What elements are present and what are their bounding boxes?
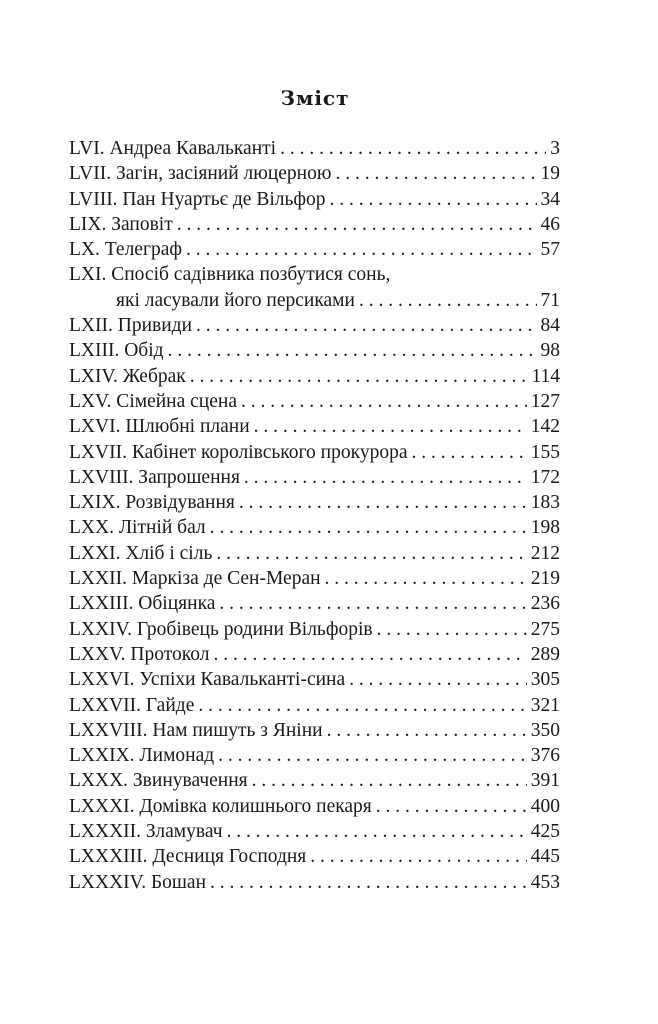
toc-entry: [69, 870, 560, 895]
dot-leader: [254, 414, 527, 439]
toc-entry-label: які ласували його персиками: [116, 289, 355, 311]
dot-leader: [190, 364, 528, 389]
toc-entry-label: LXVIII. Запрошення: [69, 466, 240, 488]
toc-entry-page: 275: [530, 618, 560, 640]
toc-entry: [69, 794, 560, 819]
toc-entry-label: LXXV. Протокол: [69, 643, 210, 665]
dot-leader: [325, 566, 527, 591]
dot-leader: [168, 338, 537, 363]
toc-entry-label: LXIX. Розвідування: [69, 492, 235, 514]
dot-leader: [359, 288, 537, 313]
dot-leader: [186, 237, 537, 262]
toc-entry-label: LXII. Привиди: [69, 315, 192, 337]
toc-entry-label: LXXXIV. Бошан: [69, 871, 207, 893]
dot-leader: [244, 465, 527, 490]
toc-entry-label: LXXI. Хліб і сіль: [69, 542, 213, 564]
toc-entry: [69, 389, 560, 414]
dot-leader: [216, 541, 526, 566]
page-title: Зміст: [280, 86, 350, 110]
toc-entry-label: LX. Телеграф: [69, 239, 182, 261]
toc-entry-label: LIX. Заповіт: [69, 213, 173, 235]
toc-entry-label: LXXX. Звинувачення: [69, 770, 248, 792]
toc-entry: [69, 667, 560, 692]
toc-entry-label: LXXIV. Гробівець родини Вільфорів: [69, 618, 373, 640]
toc-entry: [69, 338, 560, 363]
toc-entry: [69, 693, 560, 718]
dot-leader: [280, 136, 546, 161]
toc-entry-page: 155: [530, 441, 560, 463]
toc-entry: [69, 844, 560, 869]
toc-entry-page: 391: [530, 770, 560, 792]
toc-entry-label: LVIII. Пан Нуартьє де Вільфор: [69, 188, 326, 210]
toc-entry-page: 376: [530, 745, 560, 767]
dot-leader: [376, 794, 527, 819]
toc-entry: [69, 490, 560, 515]
toc-entry-page: 453: [530, 871, 560, 893]
toc-entry-label: LXIII. Обід: [69, 340, 164, 362]
toc-entry-label: LXVII. Кабінет королівського прокурора: [69, 441, 408, 463]
toc-entry-label: LXXXI. Домівка колишнього пекаря: [69, 795, 372, 817]
toc-entry-page: 350: [530, 719, 560, 741]
toc-entry-label: LXV. Сімейна сцена: [69, 390, 237, 412]
dot-leader: [196, 313, 537, 338]
toc-entry: [69, 237, 560, 262]
toc-entry-label: LXXVII. Гайде: [69, 694, 195, 716]
toc-entry-label: LXXIII. Обіцянка: [69, 593, 216, 615]
toc-entry: [69, 364, 560, 389]
toc-entry-page: 127: [530, 390, 560, 412]
table-of-contents: [69, 136, 560, 895]
dot-leader: [241, 389, 527, 414]
toc-entry: [69, 212, 560, 237]
toc-entry-page: 400: [530, 795, 560, 817]
toc-entry: [69, 288, 560, 313]
toc-entry-page: 425: [530, 821, 560, 843]
dot-leader: [335, 161, 536, 186]
toc-entry: [69, 440, 560, 465]
toc-entry-label: LVI. Андреа Кавальканті: [69, 138, 277, 159]
toc-entry-page: 321: [530, 694, 560, 716]
toc-entry-page: 219: [530, 568, 560, 590]
toc-entry: [69, 541, 560, 566]
dot-leader: [377, 617, 527, 642]
toc-entry: [69, 161, 560, 186]
toc-entry-label: LVII. Загін, засіяний люцерною: [69, 163, 332, 185]
dot-leader: [349, 667, 527, 692]
toc-entry-page: 114: [531, 365, 560, 387]
toc-entry-page: 212: [530, 542, 560, 564]
dot-leader: [219, 591, 526, 616]
dot-leader: [210, 515, 527, 540]
dot-leader: [252, 768, 527, 793]
toc-entry: [69, 414, 560, 439]
toc-entry-label: LXXXII. Зламувач: [69, 821, 223, 843]
toc-entry: [69, 617, 560, 642]
toc-entry-page: 3: [550, 138, 560, 159]
toc-entry-page: 236: [530, 593, 560, 615]
dot-leader: [327, 718, 527, 743]
toc-entry-page: 57: [540, 239, 560, 261]
toc-entry-page: 289: [530, 643, 560, 665]
toc-entry-page: 305: [530, 669, 560, 691]
dot-leader: [218, 743, 527, 768]
toc-entry-page: 445: [530, 846, 560, 868]
toc-entry-page: 34: [540, 188, 560, 210]
toc-entry: [69, 136, 560, 161]
toc-entry: [69, 515, 560, 540]
dot-leader: [177, 212, 537, 237]
dot-leader: [310, 844, 526, 869]
dot-leader: [330, 187, 537, 212]
toc-entry: [69, 768, 560, 793]
toc-entry: [69, 718, 560, 743]
dot-leader: [411, 440, 526, 465]
toc-entry: [69, 591, 560, 616]
toc-entry-label: LXXII. Маркіза де Сен-Меран: [69, 568, 321, 590]
dot-leader: [239, 490, 527, 515]
toc-entry-label: LXXVIII. Нам пишуть з Яніни: [69, 719, 323, 741]
dot-leader: [210, 870, 527, 895]
toc-entry-label: LXX. Літній бал: [69, 517, 206, 539]
toc-entry-page: 84: [540, 315, 560, 337]
toc-entry-page: 172: [530, 466, 560, 488]
dot-leader: [227, 819, 527, 844]
toc-entry: [69, 313, 560, 338]
toc-entry: [69, 642, 560, 667]
toc-entry-first-line: LXI. Спосіб садівника позбутися сонь,: [69, 264, 391, 286]
toc-entry-page: 71: [540, 289, 560, 311]
toc-entry: [69, 187, 560, 212]
toc-entry-label: LXXXIII. Десниця Господня: [69, 846, 307, 868]
toc-entry-page: 46: [540, 213, 560, 235]
toc-entry-page: 198: [530, 517, 560, 539]
toc-entry-label: LXXVI. Успіхи Кавальканті-сина: [69, 669, 346, 691]
toc-entry-page: 183: [530, 492, 560, 514]
toc-entry: [69, 819, 560, 844]
toc-entry-page: 98: [540, 340, 560, 362]
toc-entry-page: 142: [530, 416, 560, 438]
toc-entry: [69, 566, 560, 591]
dot-leader: [198, 693, 526, 718]
toc-entry-label: LXXIX. Лимонад: [69, 745, 215, 767]
dot-leader: [213, 642, 526, 667]
toc-entry: [69, 743, 560, 768]
toc-entry-label: LXIV. Жебрак: [69, 365, 186, 387]
toc-entry-label: LXVI. Шлюбні плани: [69, 416, 250, 438]
toc-entry-page: 19: [540, 163, 560, 185]
toc-entry: [69, 465, 560, 490]
